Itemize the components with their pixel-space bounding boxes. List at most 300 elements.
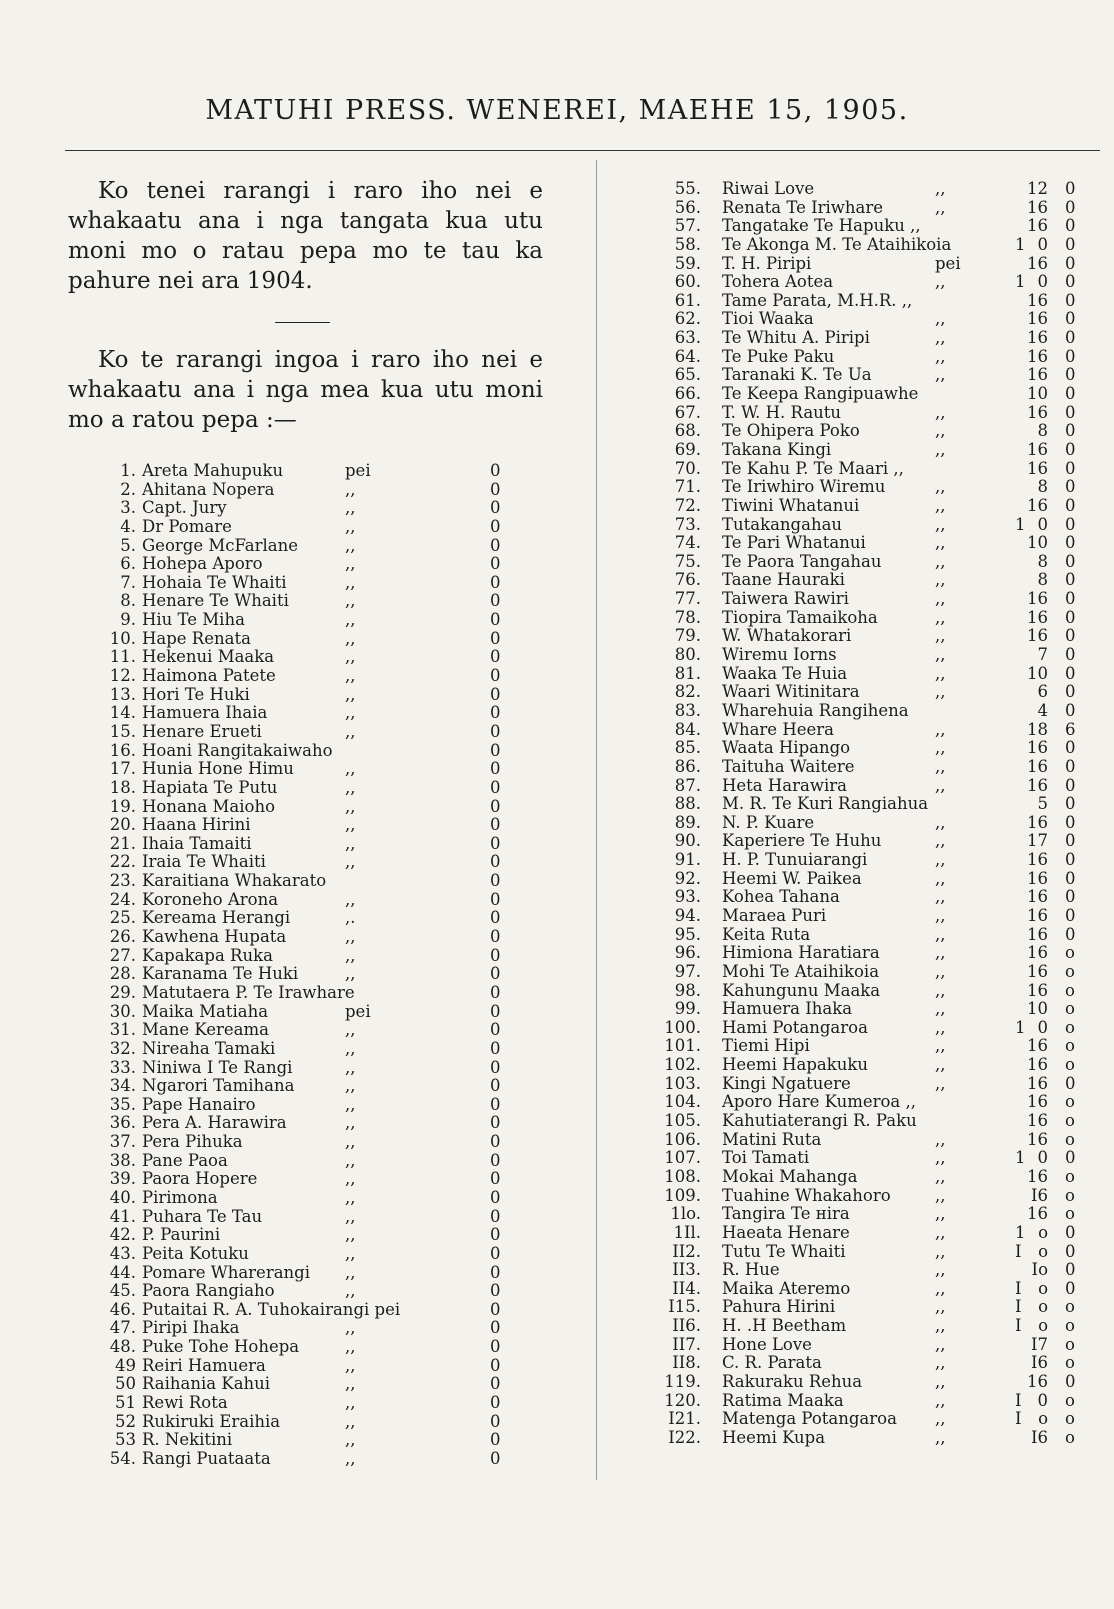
subscriber-entry (0, 534, 1114, 553)
amount-shillings: 5 (1037, 794, 1048, 814)
amount-shillings: 16 (1027, 458, 1048, 478)
amount-shillings: 16 (1027, 365, 1048, 385)
subscriber-entry (0, 180, 1114, 199)
subscriber-name: Tioi Waaka (722, 309, 814, 329)
amount-pence: 0 (490, 1411, 501, 1431)
amount-shillings: 16 (1027, 738, 1048, 758)
amount-pence: o (1065, 1316, 1075, 1336)
amount-shillings: 16 (1027, 887, 1048, 907)
amount-pence: o (1065, 943, 1075, 963)
amount-pence: o (1065, 1390, 1075, 1410)
header-rule (65, 150, 1100, 151)
ditto-mark: ,, (345, 1448, 356, 1468)
subscriber-entry (0, 721, 1114, 740)
entry-number: I15. (668, 1297, 701, 1317)
entry-number: 45. (109, 1281, 136, 1301)
subscriber-entry (0, 944, 1114, 963)
subscriber-entry (0, 1317, 1114, 1336)
ditto-mark: ,, (935, 626, 946, 646)
amount-pounds: I (1015, 1390, 1022, 1410)
amount-shillings: 18 (1027, 719, 1048, 739)
amount-pence: 0 (1065, 309, 1076, 329)
amount-shillings: 8 (1037, 421, 1048, 441)
subscriber-name: Heemi Hapakuku (722, 1055, 868, 1075)
ditto-mark: ,, (935, 1036, 946, 1056)
ditto-mark: ,, (935, 645, 946, 665)
subscriber-entry (0, 1410, 1114, 1429)
entry-number: 27. (109, 945, 136, 965)
amount-pence: 0 (490, 1038, 501, 1058)
entry-number: 99. (674, 999, 701, 1019)
amount-pence: 0 (1065, 179, 1076, 198)
subscriber-name: Te Paora Tangahau (722, 551, 882, 571)
subscriber-entry (0, 832, 1114, 851)
ditto-mark: ,. (345, 908, 356, 928)
subscriber-name: Hone Love (722, 1334, 812, 1354)
amount-pounds: I (1015, 1278, 1022, 1298)
entry-number: 28. (109, 964, 136, 984)
subscriber-entry (0, 1075, 1114, 1094)
ditto-mark: ,, (935, 1073, 946, 1093)
subscriber-name: Te Akonga M. Te Ataihikoia (722, 234, 952, 254)
entry-number: 86. (674, 756, 701, 776)
entry-number: 54. (109, 1448, 136, 1468)
entry-number: 6. (120, 554, 136, 574)
ditto-mark: ,, (935, 1278, 946, 1298)
amount-shillings: 16 (1027, 1129, 1048, 1149)
entry-number: 88. (674, 794, 701, 814)
subscriber-entry (0, 1019, 1114, 1038)
subscriber-entry (0, 441, 1114, 460)
subscriber-name: Mokai Mahanga (722, 1166, 858, 1186)
subscriber-name: Hekenui Maaka (142, 647, 275, 667)
ditto-mark: ,, (345, 1225, 356, 1245)
subscriber-entry (0, 422, 1114, 441)
subscriber-name: Hamuera Ihaia (142, 703, 268, 723)
subscriber-entry (0, 1392, 1114, 1411)
subscriber-entry (0, 516, 1114, 535)
subscriber-name: Tiwini Whatanui (722, 495, 860, 515)
subscriber-name: Pirimona (142, 1187, 218, 1207)
amount-pence: 0 (490, 1150, 501, 1170)
amount-pence: 0 (490, 572, 501, 592)
entry-number: 55. (674, 179, 701, 198)
amount-pence: 0 (490, 740, 501, 760)
amount-pence: 0 (1065, 887, 1076, 907)
amount-pence: 0 (1065, 645, 1076, 665)
entry-number: 105. (664, 1111, 701, 1131)
subscriber-entry (0, 739, 1114, 758)
ditto-mark: ,, (345, 516, 356, 536)
subscriber-name: Ngarori Tamihana (142, 1076, 295, 1096)
amount-pounds: I (1015, 1316, 1022, 1336)
subscriber-name: Matini Ruta (722, 1129, 822, 1149)
subscriber-name: Puke Tohe Hohepa (142, 1337, 300, 1357)
amount-pence: 0 (490, 759, 501, 779)
ditto-mark: pei (345, 1001, 371, 1021)
subscriber-entry (0, 1000, 1114, 1019)
entry-number: II4. (672, 1278, 701, 1298)
ditto-mark: ,, (935, 924, 946, 944)
masthead: MATUHI PRESS. WENEREI, MAEHE 15, 1905. (205, 95, 909, 126)
subscriber-entry (0, 1298, 1114, 1317)
entry-number: 96. (674, 943, 701, 963)
amount-shillings: o (1038, 1222, 1048, 1242)
amount-shillings: 16 (1027, 328, 1048, 348)
entry-number: 21. (109, 833, 136, 853)
amount-shillings: 16 (1027, 346, 1048, 366)
entry-number: 67. (674, 402, 701, 422)
ditto-mark: ,, (345, 610, 356, 630)
entry-number: 44. (109, 1262, 136, 1282)
subscriber-entry (0, 814, 1114, 833)
amount-shillings: 17 (1027, 831, 1048, 851)
ditto-mark: ,, (345, 591, 356, 611)
amount-pence: 0 (490, 871, 501, 891)
entry-number: 109. (664, 1185, 701, 1205)
subscriber-entry (0, 982, 1114, 1001)
entry-number: 57. (674, 216, 701, 236)
entry-number: 43. (109, 1243, 136, 1263)
subscriber-name: Tiemi Hipi (722, 1036, 810, 1056)
amount-pence: 0 (490, 1355, 501, 1375)
subscriber-name: Taiwera Rawiri (722, 589, 849, 609)
amount-pence: 0 (1065, 197, 1076, 217)
amount-shillings: 16 (1027, 402, 1048, 422)
subscriber-name: Ratima Maaka (722, 1390, 844, 1410)
ditto-mark: ,, (935, 495, 946, 515)
amount-shillings: 0 (1037, 1390, 1048, 1410)
entry-number: 89. (674, 812, 701, 832)
amount-shillings: 16 (1027, 756, 1048, 776)
entry-number: 20. (109, 815, 136, 835)
entry-number: 100. (664, 1017, 701, 1037)
entry-number: 7. (120, 572, 136, 592)
entry-number: 23. (109, 871, 136, 891)
amount-pence: 0 (1065, 439, 1076, 459)
entry-number: 64. (674, 346, 701, 366)
subscriber-entry (0, 255, 1114, 274)
amount-pence: o (1065, 1353, 1075, 1373)
subscriber-name: Haeata Henare (722, 1222, 850, 1242)
amount-pence: 0 (1065, 738, 1076, 758)
entry-number: 15. (109, 721, 136, 741)
ditto-mark: ,, (935, 1185, 946, 1205)
amount-pence: o (1065, 1092, 1075, 1112)
amount-pence: o (1065, 999, 1075, 1019)
subscriber-name: Pape Hanairo (142, 1094, 256, 1114)
subscriber-entry (0, 1149, 1114, 1168)
amount-pence: 0 (490, 1076, 501, 1096)
amount-pence: 0 (1065, 682, 1076, 702)
ditto-mark: ,, (935, 1017, 946, 1037)
entry-number: 62. (674, 309, 701, 329)
ditto-mark: ,, (345, 1038, 356, 1058)
subscriber-name: Pane Paoa (142, 1150, 228, 1170)
ditto-mark: ,, (345, 815, 356, 835)
subscriber-name: Hohaia Te Whaiti (142, 572, 287, 592)
amount-pence: 0 (1065, 868, 1076, 888)
ditto-mark: ,, (935, 1427, 946, 1447)
amount-pence: 0 (1065, 384, 1076, 404)
subscriber-entry (0, 963, 1114, 982)
entry-number: 68. (674, 421, 701, 441)
ditto-mark: ,, (345, 684, 356, 704)
amount-pence: 0 (490, 1206, 501, 1226)
subscriber-name: Heta Harawira (722, 775, 847, 795)
amount-pence: o (1065, 1017, 1075, 1037)
amount-shillings: 16 (1027, 290, 1048, 310)
entry-number: 36. (109, 1113, 136, 1133)
subscriber-name: Renata Te Iriwhare (722, 197, 884, 217)
subscriber-name: Tohera Aotea (722, 272, 834, 292)
amount-shillings: 16 (1027, 812, 1048, 832)
amount-shillings: Io (1031, 1260, 1048, 1280)
amount-pence: 0 (490, 1448, 501, 1468)
entry-number: 30. (109, 1001, 136, 1021)
amount-shillings: I6 (1030, 1427, 1048, 1447)
ditto-mark: ,, (935, 1334, 946, 1354)
subscriber-name: Kahutiaterangi R. Paku (722, 1111, 917, 1131)
subscriber-name: Haimona Patete (142, 666, 276, 686)
subscriber-name: Kahungunu Maaka (722, 980, 881, 1000)
entry-number: 24. (109, 889, 136, 909)
subscriber-entry (0, 795, 1114, 814)
subscriber-name: Tutakangahau (722, 514, 843, 534)
amount-pence: 0 (490, 1374, 501, 1394)
ditto-mark: ,, (935, 179, 946, 198)
subscriber-name: Tangira Te нira (722, 1204, 850, 1224)
subscriber-name: Karanama Te Huki (142, 964, 299, 984)
subscriber-name: T. W. H. Rautu (722, 402, 842, 422)
subscriber-name: Karaitiana Whakarato (142, 871, 327, 891)
ditto-mark: ,, (345, 1187, 356, 1207)
amount-shillings: 10 (1027, 999, 1048, 1019)
ditto-mark: ,, (935, 812, 946, 832)
entry-number: II6. (672, 1316, 701, 1336)
amount-pence: 0 (490, 1337, 501, 1357)
ditto-mark: ,, (935, 421, 946, 441)
subscriber-entry (0, 1373, 1114, 1392)
amount-pence: 0 (1065, 1148, 1076, 1168)
subscriber-entry (0, 777, 1114, 796)
amount-pence: 0 (1065, 551, 1076, 571)
subscriber-name: Riwai Love (722, 179, 815, 198)
subscriber-name: P. Paurini (142, 1225, 221, 1245)
subscriber-entry (0, 1187, 1114, 1206)
amount-pence: 0 (490, 666, 501, 686)
amount-pence: 0 (1065, 794, 1076, 814)
entry-number: 60. (674, 272, 701, 292)
subscriber-name: Taituha Waitere (722, 756, 855, 776)
entry-number: 2. (120, 479, 136, 499)
ditto-mark: ,, (345, 1113, 356, 1133)
amount-pounds: I (1015, 1297, 1022, 1317)
amount-shillings: 16 (1027, 197, 1048, 217)
amount-pence: 0 (490, 628, 501, 648)
entry-number: 51 (115, 1393, 136, 1413)
amount-pence: 0 (1065, 290, 1076, 310)
entry-number: I22. (668, 1427, 701, 1447)
subscriber-name: Rukiruki Eraihia (142, 1411, 281, 1431)
amount-pounds: 1 (1015, 1222, 1026, 1242)
subscriber-name: Tutu Te Whaiti (722, 1241, 846, 1261)
ditto-mark: ,, (935, 439, 946, 459)
ditto-mark: ,, (935, 328, 946, 348)
entry-number: 97. (674, 961, 701, 981)
entry-number: 8. (120, 591, 136, 611)
ditto-mark: ,, (935, 1222, 946, 1242)
ditto-mark: ,, (935, 607, 946, 627)
subscriber-entry (0, 553, 1114, 572)
entry-number: 38. (109, 1150, 136, 1170)
subscriber-name: Tiopira Tamaikoha (722, 607, 878, 627)
amount-pence: 0 (490, 479, 501, 499)
subscriber-name: Kingi Ngatuere (722, 1073, 851, 1093)
entry-number: 94. (674, 905, 701, 925)
ditto-mark: ,, (345, 852, 356, 872)
subscriber-name: Maraea Puri (722, 905, 827, 925)
entry-number: 108. (664, 1166, 701, 1186)
entry-number: 107. (664, 1148, 701, 1168)
subscriber-name: Paora Hopere (142, 1169, 258, 1189)
amount-shillings: 16 (1027, 589, 1048, 609)
subscriber-name: C. R. Parata (722, 1353, 822, 1373)
subscriber-entry (0, 292, 1114, 311)
subscriber-entry (0, 310, 1114, 329)
ditto-mark: ,, (935, 477, 946, 497)
subscriber-name: Hami Potangaroa (722, 1017, 868, 1037)
ditto-mark: ,, (345, 1393, 356, 1413)
subscriber-name: Henare Erueti (142, 721, 262, 741)
entry-number: 35. (109, 1094, 136, 1114)
entry-number: 47. (109, 1318, 136, 1338)
entry-number: 85. (674, 738, 701, 758)
subscriber-name: Iraia Te Whaiti (142, 852, 266, 872)
amount-shillings: I7 (1030, 1334, 1048, 1354)
entry-number: 12. (109, 666, 136, 686)
entry-number: II2. (672, 1241, 701, 1261)
amount-pounds: 1 (1015, 1148, 1026, 1168)
amount-pence: 0 (1065, 589, 1076, 609)
entry-number: 34. (109, 1076, 136, 1096)
entry-number: 31. (109, 1020, 136, 1040)
amount-pence: 0 (490, 889, 501, 909)
amount-pence: 0 (490, 1169, 501, 1189)
ditto-mark: ,, (935, 1055, 946, 1075)
subscriber-name: Matutaera P. Te Irawhare (142, 982, 355, 1002)
amount-shillings: 16 (1027, 1036, 1048, 1056)
entry-number: 73. (674, 514, 701, 534)
subscriber-entry (0, 1280, 1114, 1299)
entry-number: 72. (674, 495, 701, 515)
subscriber-name: Rewi Rota (142, 1393, 228, 1413)
amount-pence: o (1065, 1055, 1075, 1075)
amount-shillings: 16 (1027, 626, 1048, 646)
subscriber-name: Tuahine Whakahoro (722, 1185, 891, 1205)
ditto-mark: ,, (935, 514, 946, 534)
amount-pence: 0 (490, 1094, 501, 1114)
amount-shillings: o (1038, 1241, 1048, 1261)
amount-pence: 0 (490, 461, 501, 480)
amount-shillings: 12 (1027, 179, 1048, 198)
amount-pence: o (1065, 1297, 1075, 1317)
subscriber-name: Himiona Haratiara (722, 943, 880, 963)
subscriber-entry (0, 571, 1114, 590)
ditto-mark: ,, (935, 589, 946, 609)
subscriber-name: Pera Pihuka (142, 1132, 243, 1152)
amount-shillings: o (1038, 1278, 1048, 1298)
subscriber-name: Keita Ruta (722, 924, 811, 944)
amount-pence: 0 (1065, 812, 1076, 832)
entry-number: II8. (672, 1353, 701, 1373)
ditto-mark: ,, (935, 272, 946, 292)
amount-pence: 0 (490, 1113, 501, 1133)
subscriber-entry (0, 1112, 1114, 1131)
amount-pence: 0 (490, 1262, 501, 1282)
entry-number: 65. (674, 365, 701, 385)
entry-number: 82. (674, 682, 701, 702)
subscriber-entry (0, 870, 1114, 889)
subscriber-name: Aporo Hare Kumeroa ,, (722, 1092, 916, 1112)
ditto-mark: ,, (935, 663, 946, 683)
ditto-mark: ,, (935, 1166, 946, 1186)
amount-pence: 0 (490, 927, 501, 947)
subscriber-entry (0, 907, 1114, 926)
amount-pounds: I (1015, 1409, 1022, 1429)
subscriber-name: Te Kahu P. Te Maari ,, (722, 458, 904, 478)
ditto-mark: ,, (345, 1020, 356, 1040)
subscriber-entry (0, 926, 1114, 945)
amount-pence: 0 (1065, 663, 1076, 683)
subscriber-name: T. H. Piripi (722, 253, 812, 273)
subscriber-name: Peita Kotuku (142, 1243, 249, 1263)
ditto-mark: ,, (935, 1297, 946, 1317)
subscriber-entry (0, 888, 1114, 907)
amount-pence: 0 (490, 535, 501, 555)
ditto-mark: ,, (345, 535, 356, 555)
subscriber-entry (0, 1224, 1114, 1243)
amount-pence: 0 (490, 815, 501, 835)
amount-shillings: 16 (1027, 1204, 1048, 1224)
subscriber-entry (0, 851, 1114, 870)
entry-number: 14. (109, 703, 136, 723)
subscriber-name: R. Hue (722, 1260, 780, 1280)
subscriber-entry (0, 217, 1114, 236)
subscriber-entry (0, 1336, 1114, 1355)
subscriber-list-right (0, 180, 1114, 1448)
subscriber-entry (0, 627, 1114, 646)
ditto-mark: ,, (935, 1148, 946, 1168)
ditto-mark: ,, (935, 533, 946, 553)
subscriber-name: Matenga Potangaroa (722, 1409, 897, 1429)
subscriber-name: Koroneho Arona (142, 889, 279, 909)
entry-number: 71. (674, 477, 701, 497)
subscriber-name: Hiu Te Miha (142, 610, 245, 630)
subscriber-entry (0, 1037, 1114, 1056)
subscriber-name: Hamuera Ihaka (722, 999, 853, 1019)
ditto-mark: ,, (345, 572, 356, 592)
amount-shillings: 0 (1037, 272, 1048, 292)
amount-pence: 0 (490, 591, 501, 611)
amount-pence: 0 (1065, 514, 1076, 534)
entry-number: 101. (664, 1036, 701, 1056)
amount-pence: 0 (1065, 234, 1076, 254)
amount-pence: 0 (1065, 831, 1076, 851)
ditto-mark: ,, (345, 1150, 356, 1170)
entry-number: 70. (674, 458, 701, 478)
entry-number: 104. (664, 1092, 701, 1112)
